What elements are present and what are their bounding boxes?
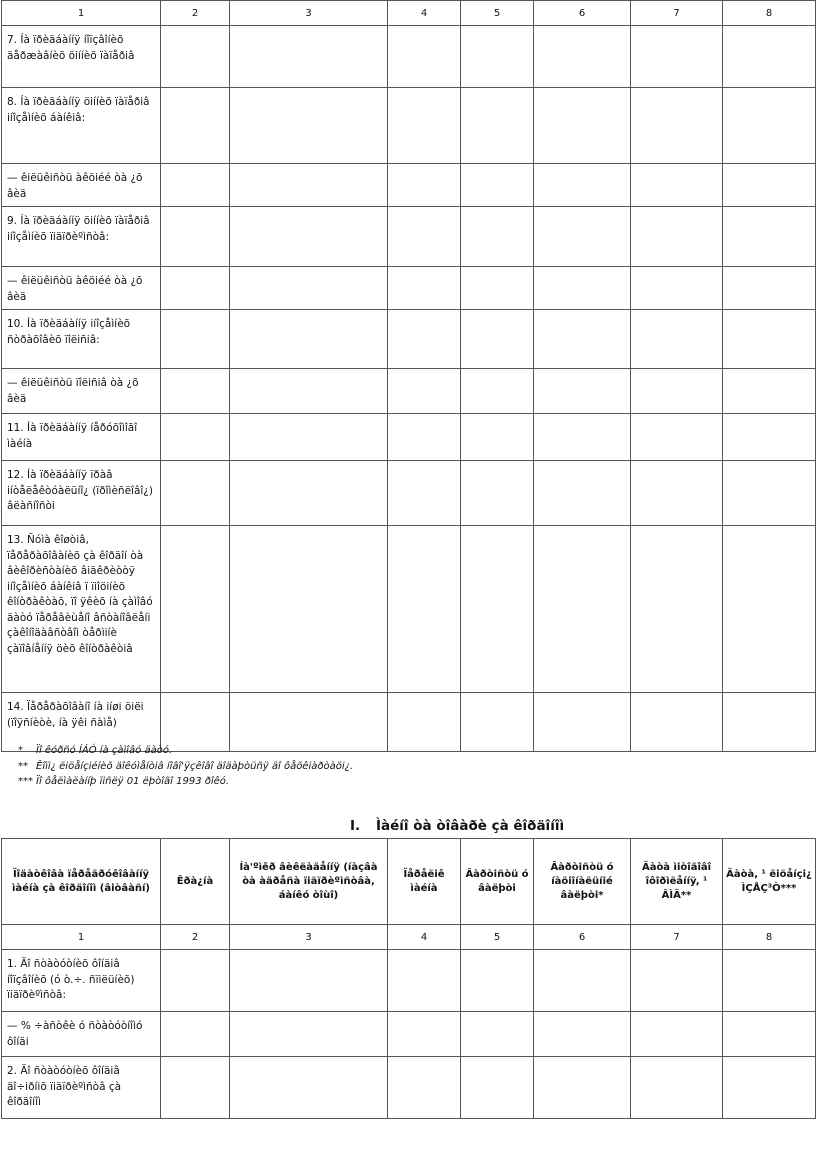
- section-number: I.: [350, 818, 361, 834]
- column-number: 6: [534, 925, 631, 950]
- footnote: [18, 774, 353, 790]
- column-number: 3: [230, 925, 388, 950]
- column-number: 1: [2, 925, 161, 950]
- row-label: 12. Íà ïðèäáàííÿ ïðàâ iíòåëåêòóàëüíî¿ (ïðîìèñëîâî¿) âëàñíîñòi: [2, 461, 161, 526]
- column-header: Âàðòiñòü ó âàëþòi: [461, 839, 534, 925]
- column-header: Äàòà ìiòîãîâî îôîðìëåííÿ, ¹ ÂÌÄ**: [631, 839, 723, 925]
- column-number: 5: [461, 1, 534, 26]
- table-row: [2, 1057, 816, 1119]
- column-number: 2: [161, 1, 230, 26]
- row-label: 11. Íà ïðèäáàííÿ íåðóõîìîãî ìàéíà: [2, 414, 161, 461]
- header-row: [2, 839, 816, 925]
- column-number: 1: [2, 1, 161, 26]
- column-number: 3: [230, 1, 388, 26]
- section-heading: [350, 818, 564, 834]
- column-number: 4: [388, 1, 461, 26]
- column-header: Êðà¿íà: [161, 839, 230, 925]
- column-header: Ïîäàòêîâà ïåðåäðóêîâàííÿ ìàéíà çà êîðäîíîì (âiòâàñí): [2, 839, 161, 925]
- row-label: 10. Íà ïðèäáàííÿ iíîçåìíèõ ñòðàõîâèõ ïîëiñiâ:: [2, 310, 161, 369]
- table-row: [2, 207, 816, 267]
- row-label: 13. Ñóìà êîøòiâ, ïåðåðàõîâàíèõ çà êîðäîí òà âèêîðèñòàíèõ âiäêðèòòÿ iíîçåìíèõ áàíêiâ ï ïiîöiíèõ êîíòðàêòàõ, ïî ÿêèõ íà çàìîâó äàòó ïåðåâèùåíî âñòàíîâëåíi çàêîíîäàâñòâîì òåðìiíè çàïîâíåííÿ öèõ êîíòðàêòiâ: [2, 526, 161, 693]
- row-label: 2. Äî ñòàòóòíèõ ôîíäiâ äî÷iðíiõ ïiäïðèºìñòâ çà êîðäîíîì: [2, 1057, 161, 1119]
- row-label: 8. Íà ïðèäáàííÿ öiííèõ ïàïåðiâ iíîçåìíèõ áàíêiâ:: [2, 88, 161, 164]
- column-number: 4: [388, 925, 461, 950]
- row-label: 9. Íà ïðèäáàííÿ öiííèõ ïàïåðiâ iíîçåìíèõ ïiäïðèºìñòâ:: [2, 207, 161, 267]
- footnote: [18, 743, 353, 759]
- column-number: 8: [723, 925, 816, 950]
- table-row: [2, 164, 816, 207]
- column-number: 8: [723, 1, 816, 26]
- footnote-mark: ***: [18, 776, 33, 787]
- table-row: [2, 88, 816, 164]
- row-label: 1. Äî ñòàòóòíèõ ôîíäiâ íîïçâîíèõ (ó ò.÷. ñïiëüíèõ) ïiäïðèºìñòâ:: [2, 950, 161, 1012]
- footnote-text: Ïî ôåëìàëàííþ ïiñëÿ 01 ëþòîãî 1993 ðîêó.: [36, 776, 230, 787]
- row-label: — êiëüêiñòü àêöiéé òà ¿õ âèä: [2, 164, 161, 207]
- section-title: Ìàéíî òà òîâàðè çà êîðäîíîì: [376, 818, 565, 834]
- column-header: Íà'ºìêð âèêëàäåííÿ (íàçâà òà àäðåñà ïiäïðèºìñòâà, áàíêó òîùî): [230, 839, 388, 925]
- column-number-row: [2, 925, 816, 950]
- column-number: 6: [534, 1, 631, 26]
- footnote-mark: *: [18, 745, 23, 756]
- table-row: [2, 950, 816, 1012]
- row-label: 14. Ïåðåðàõîâàíî íà iíøi öiëi (ïîÿñíèòè, íà ÿêi ñàìå): [2, 693, 161, 752]
- footnote-mark: **: [18, 760, 28, 772]
- table-row: [2, 310, 816, 369]
- column-header: Äàòà, ¹ ëiöåíçi¿ ÌÇÅÇ³Ò***: [723, 839, 816, 925]
- column-number: 7: [631, 1, 723, 26]
- column-header: Ïåðåëiê ìàéíà: [388, 839, 461, 925]
- row-label: 7. Íà ïðèäáàííÿ íîïçâîíèõ äåðæàâíèõ öiííèõ ïàïåðiâ: [2, 26, 161, 88]
- row-label: — % ÷àñòêè ó ñòàòóòíîìó ôîíäi: [2, 1012, 161, 1057]
- table-row: [2, 461, 816, 526]
- table-row: [2, 526, 816, 693]
- table-row: [2, 267, 816, 310]
- foreign-property-table: [1, 838, 816, 1119]
- footnotes: [18, 743, 353, 790]
- table-row: [2, 414, 816, 461]
- column-number-row: [2, 1, 816, 26]
- footnote-text: Ïî êóðñó ÍÁÓ íà çàìîâó äàòó.: [36, 745, 173, 756]
- row-label: — êiëüêiñòü àêöiéé òà ¿õ âèä: [2, 267, 161, 310]
- column-number: 5: [461, 925, 534, 950]
- column-header: Âàðòiñòü ó íàöiîíàëüíié âàëþòi*: [534, 839, 631, 925]
- table-row: [2, 1012, 816, 1057]
- footnote: [18, 759, 353, 775]
- row-label: — êiëüêiñòü ïîëiñiâ òà ¿õ âèä: [2, 369, 161, 414]
- column-number: 2: [161, 925, 230, 950]
- footnote-text: Êîïi¿ ëiöåíçiéíèõ äîêóìåíòiâ íîâî'ÿçêîâî äîäàþòüñÿ äî ôåõêiàðòàöi¿.: [36, 760, 354, 772]
- table-row: [2, 26, 816, 88]
- column-number: 7: [631, 925, 723, 950]
- foreign-investment-table: [1, 0, 816, 752]
- table-row: [2, 369, 816, 414]
